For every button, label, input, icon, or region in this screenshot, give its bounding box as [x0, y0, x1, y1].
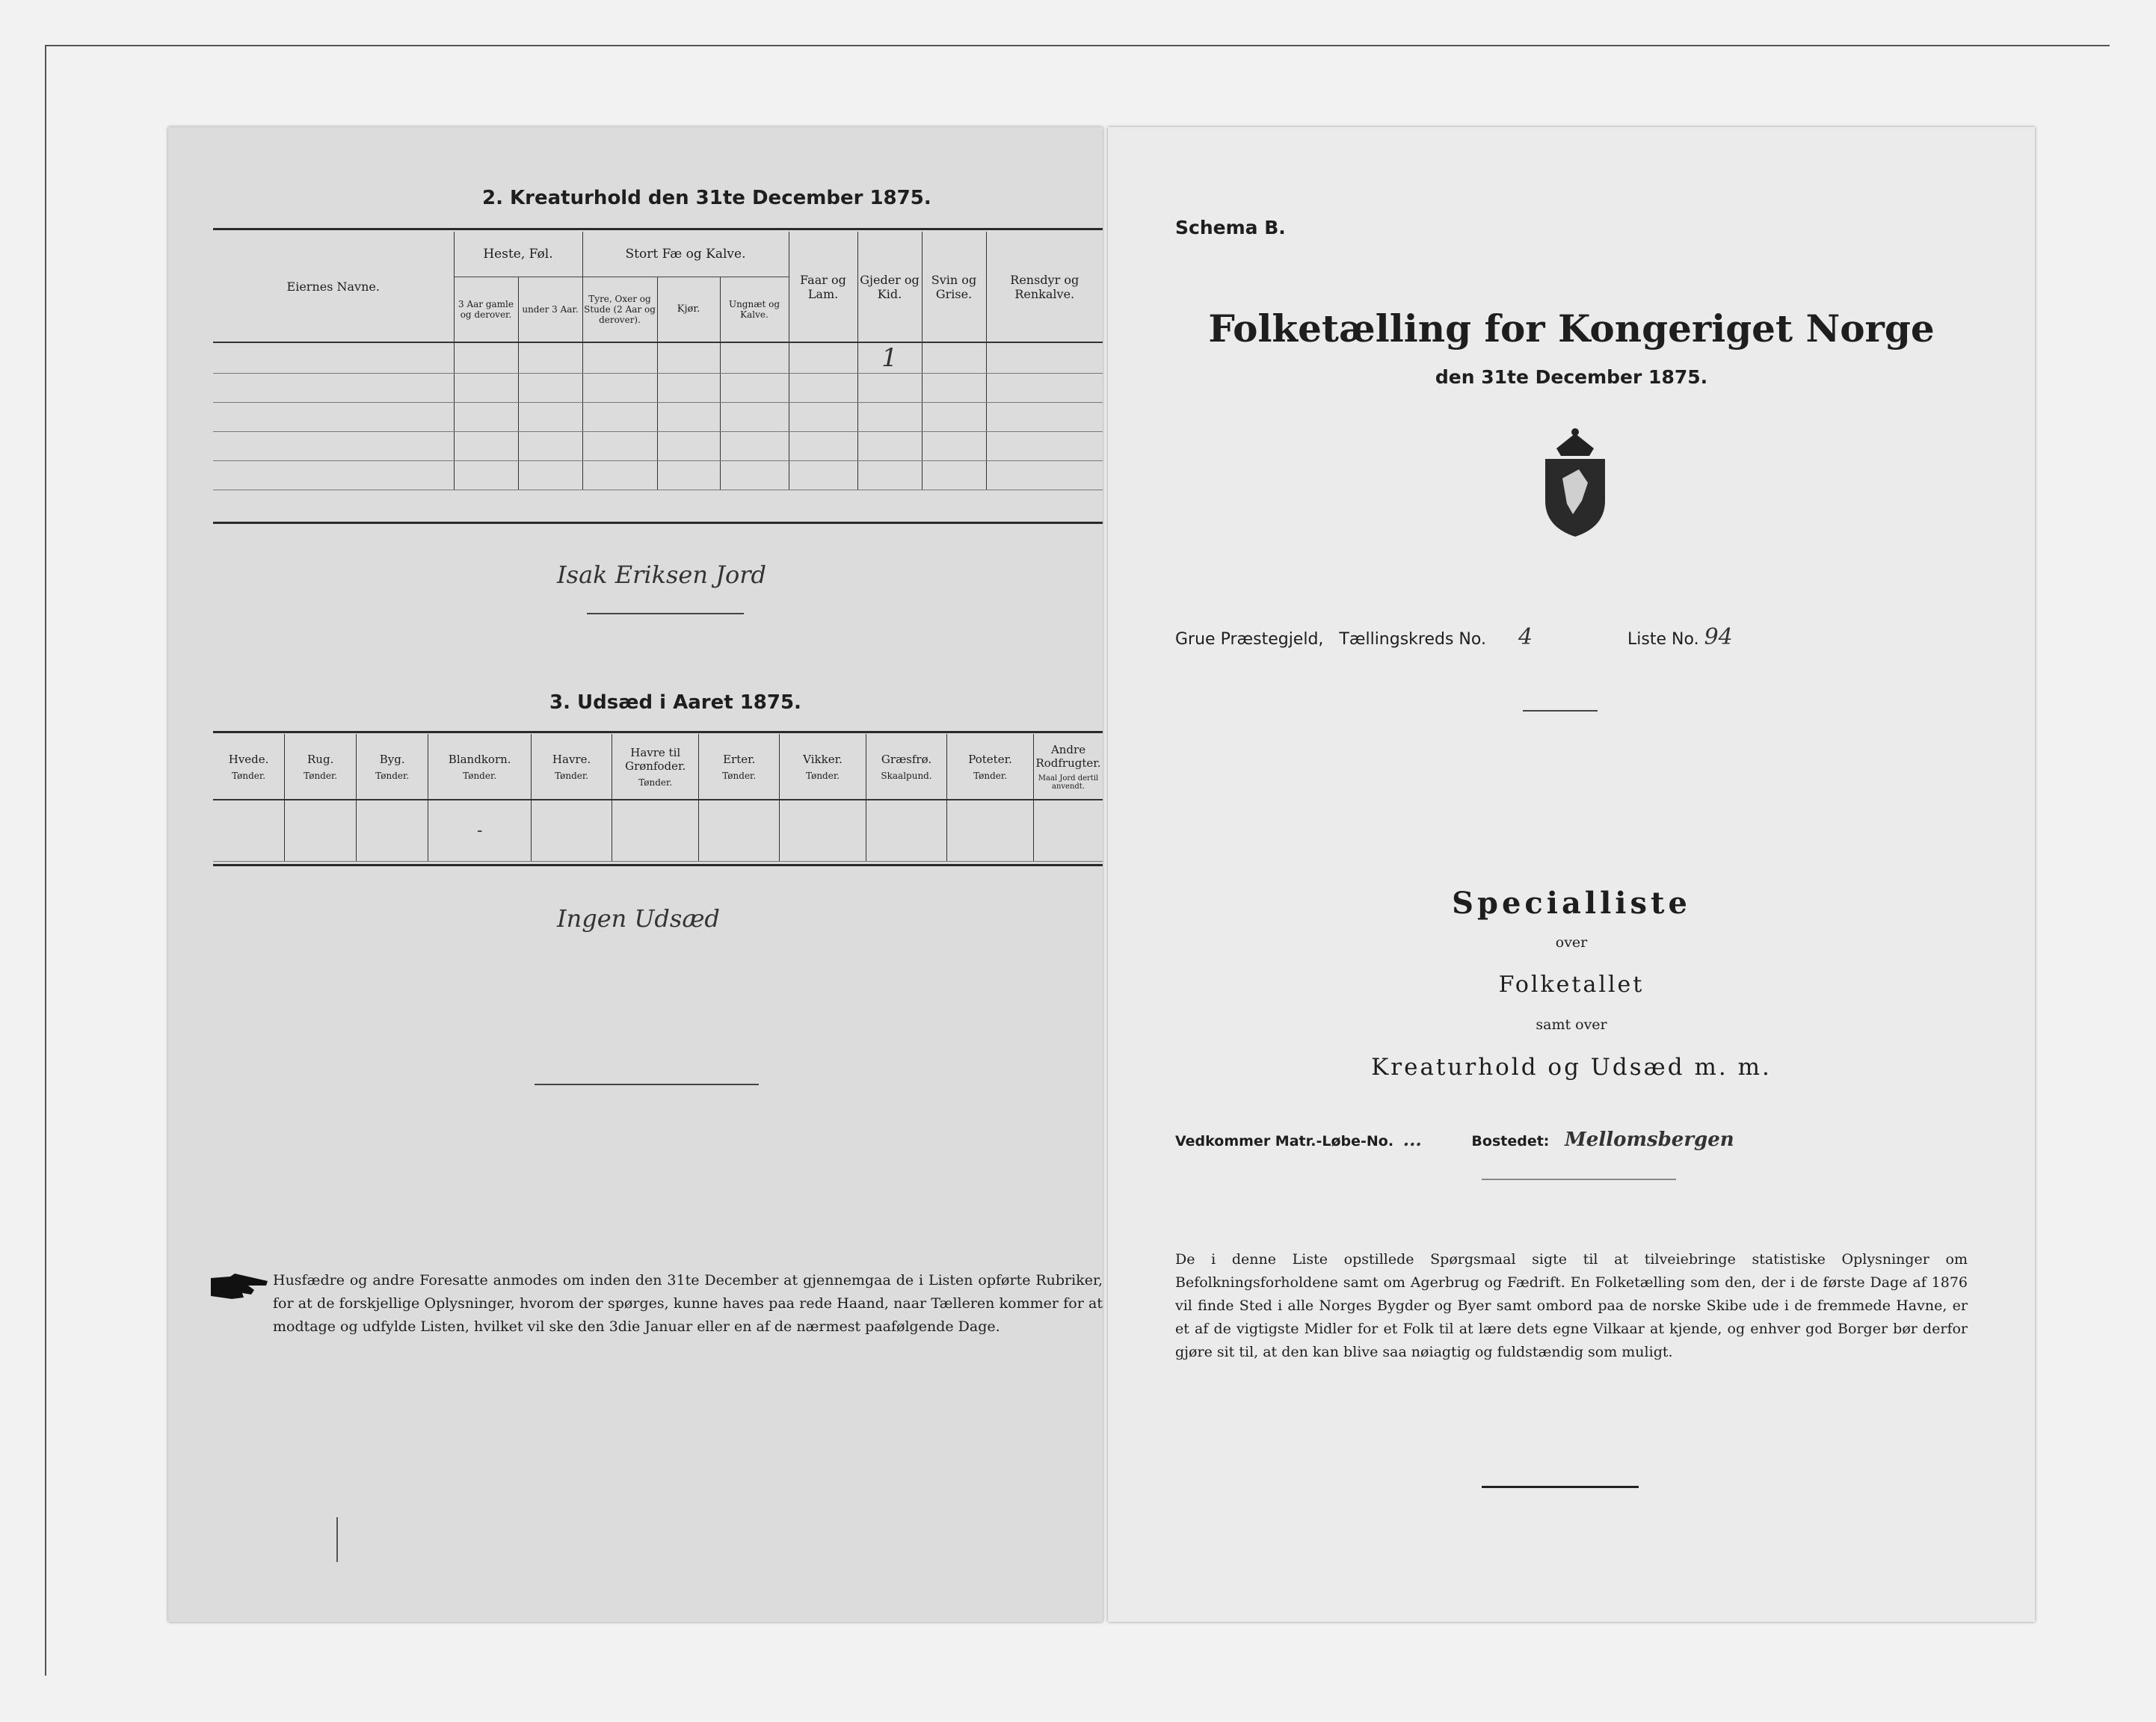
sowing-signature: Ingen Udsæd [557, 904, 720, 933]
matr-line [1175, 1129, 1734, 1151]
sowing-col-unit: Tønder. [463, 770, 497, 781]
schema-label: Schema B. [1175, 217, 1286, 238]
right-page [1108, 127, 2035, 1622]
sowing-col-9 [866, 734, 946, 800]
short-rule [1523, 710, 1598, 712]
sowing-col-1 [213, 734, 285, 800]
table-row [213, 374, 1103, 403]
sowing-col-unit: Tønder. [638, 777, 673, 788]
sowing-col-unit: Maal Jord dertil anvendt. [1038, 774, 1099, 791]
col-horses-under3: under 3 Aar. [518, 277, 582, 342]
sowing-col-8 [780, 734, 866, 800]
sowing-col-unit: Tønder. [232, 770, 266, 781]
sowing-table [213, 734, 1103, 862]
sowing-col-unit: Tønder. [375, 770, 410, 781]
parish-value: Grue [1175, 630, 1216, 649]
sowing-col-10 [947, 734, 1034, 800]
sowing-cell [532, 800, 612, 861]
sowing-cell [780, 800, 866, 861]
district-label: Tællingskreds No. [1339, 630, 1486, 649]
sowing-col-unit: Tønder. [973, 770, 1008, 781]
sowing-col-name: Erter. [723, 752, 756, 766]
group-cattle: Stort Fæ og Kalve. [582, 232, 789, 277]
sowing-col-name: Hvede. [228, 752, 269, 766]
table-row [213, 342, 1103, 374]
table-row [213, 461, 1103, 490]
sowing-cell [357, 800, 428, 861]
sowing-cell [947, 800, 1034, 861]
list-label: Liste No. [1627, 630, 1699, 649]
sowing-cell [213, 800, 285, 861]
census-title: Folketælling for Kongeriget Norge [1208, 306, 1935, 351]
sowing-cell [866, 800, 946, 861]
bosted-value: Mellomsbergen [1565, 1129, 1734, 1151]
col-goats: Gjeder og Kid. [857, 232, 922, 342]
sowing-col-name: Byg. [379, 752, 405, 766]
census-date: den 31te December 1875. [1435, 366, 1708, 388]
sowing-col-2 [285, 734, 357, 800]
blank-rule [1482, 1179, 1676, 1180]
sowing-col-unit: Skaalpund. [881, 770, 932, 781]
sowing-col-unit: Tønder. [722, 770, 757, 781]
col-owner-names: Eiernes Navne. [213, 232, 454, 342]
parish-line [1175, 624, 1733, 650]
sowing-col-3 [357, 734, 428, 800]
sowing-col-name: Poteter. [968, 752, 1012, 766]
col-young-cattle: Ungnæt og Kalve. [720, 277, 789, 342]
matr-value: ... [1402, 1129, 1422, 1150]
sowing-col-name: Havre. [552, 752, 591, 766]
parish-label: Præstegjeld, [1220, 630, 1324, 649]
sowing-cell [612, 800, 699, 861]
goats-entry: 1 [857, 342, 922, 374]
sowing-col-name: Blandkorn. [448, 752, 511, 766]
group-horses: Heste, Føl. [454, 232, 582, 277]
sowing-cell [699, 800, 780, 861]
sowing-col-7 [699, 734, 780, 800]
sowing-col-unit: Tønder. [806, 770, 840, 781]
col-horses-3yrs: 3 Aar gamle og derover. [454, 277, 518, 342]
matr-label: Vedkommer Matr.-Løbe-No. [1175, 1133, 1394, 1149]
sowing-col-name: Andre Rodfrugter. [1035, 742, 1101, 770]
district-value: 4 [1518, 624, 1533, 650]
table-row [213, 432, 1103, 461]
sowing-col-5 [532, 734, 612, 800]
samt-over-text: samt over [1536, 1016, 1607, 1033]
col-pigs: Svin og Grise. [922, 232, 986, 342]
sowing-col-11 [1034, 734, 1103, 800]
left-page [168, 127, 1103, 1622]
census-body-text: De i denne Liste opstillede Spørgsmaal sigte til at tilveiebringe statistiske Oplysninger om Befolkningsforholdene samt om Agerbrug og Fædrift. En Folketælling som den, der i de første Dage af 1876 vil finde Sted i alle Norges Bygder og Byer samt ombord paa de norske Skibe ude i de fremmede Havne, er et af de vigtigste Midler for et Folk til at lære dets egne Vilkaar at kjende, og enhver god Borger bør derfor gjøre sit til, at den kan blive saa nøiagtig og fuldstændig som muligt. [1175, 1251, 1968, 1360]
table-top-rule [213, 228, 1103, 230]
over-text: over [1555, 934, 1588, 951]
livestock-signature: Isak Eriksen Jord [557, 561, 766, 589]
pointing-hand-icon [209, 1271, 269, 1303]
sowing-col-name: Rug. [307, 752, 334, 766]
sowing-col-name: Havre til Grønfoder. [625, 745, 686, 773]
notice-text: Husfædre og andre Foresatte anmodes om inden den 31te December at gjennemgaa de i Listen opførte Rubriker, for at de forskjellige Oplysninger, hvorom der spørges, kunne haves paa rede Haand, naar Tælleren kommer for at modtage og udfylde Listen, hvilket vil ske den 3die Januar eller en af de nærmest paafølgende Dage. [273, 1272, 1103, 1335]
col-bulls-oxen: Tyre, Oxer og Stude (2 Aar og derover). [582, 277, 657, 342]
sowing-col-unit: Tønder. [304, 770, 338, 781]
sowing-col-4 [428, 734, 532, 800]
sowing-col-name: Græsfrø. [881, 752, 932, 766]
blank-rule [535, 1084, 759, 1085]
coat-of-arms-icon [1534, 426, 1616, 538]
section3-title: 3. Udsæd i Aaret 1875. [549, 691, 801, 714]
sowing-col-unit: Tønder. [555, 770, 589, 781]
list-value: 94 [1704, 624, 1733, 650]
sowing-top-rule [213, 731, 1103, 733]
sowing-cell [1034, 800, 1103, 861]
kreaturhold-heading: Kreaturhold og Udsæd m. m. [1371, 1054, 1772, 1081]
sowing-col-name: Vikker. [803, 752, 843, 766]
sowing-bottom-rule [213, 864, 1103, 866]
table-bottom-rule [213, 522, 1103, 524]
sowing-cell: - [428, 800, 532, 861]
gutter-mark [336, 1517, 338, 1562]
folketallet-heading: Folketallet [1498, 972, 1645, 998]
footer-rule [1482, 1486, 1639, 1488]
sowing-col-6 [612, 734, 699, 800]
livestock-table [213, 232, 1103, 490]
bosted-label: Bostedet: [1471, 1133, 1550, 1149]
col-cows: Kjør. [657, 277, 720, 342]
signature-rule [587, 613, 744, 614]
col-reindeer: Rensdyr og Renkalve. [1010, 272, 1079, 301]
col-sheep: Faar og Lam. [789, 232, 857, 342]
specialliste-heading: Specialliste [1452, 886, 1691, 921]
section2-title: 2. Kreaturhold den 31te December 1875. [482, 187, 931, 209]
table-row [213, 403, 1103, 432]
sowing-cell [285, 800, 357, 861]
